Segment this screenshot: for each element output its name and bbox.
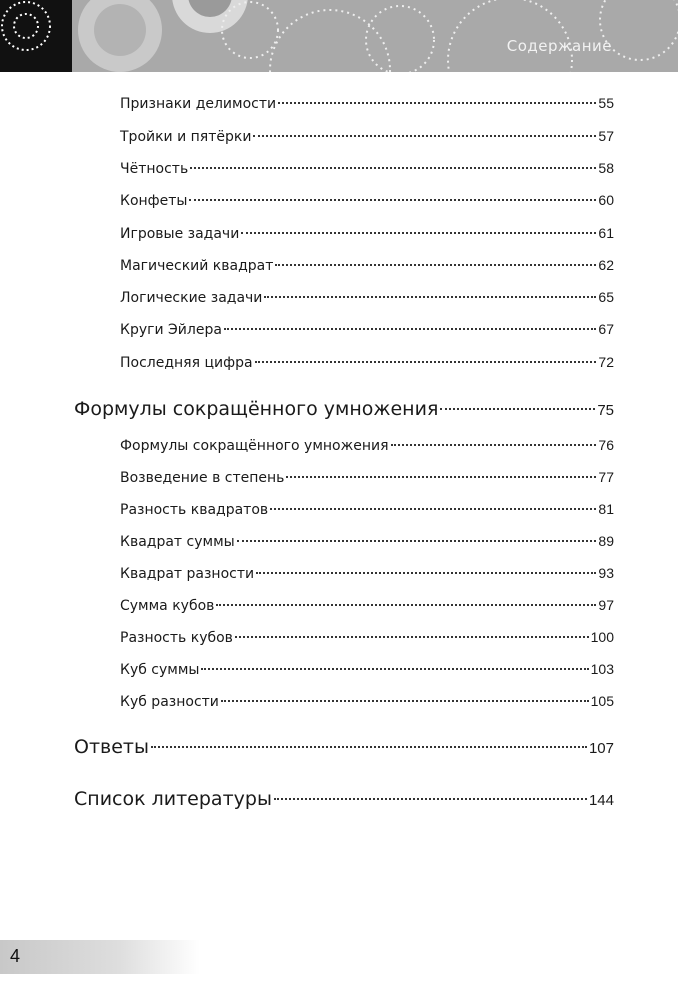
toc-entry-title: Игровые задачи [120,226,240,242]
toc-entry-page: 61 [598,225,614,241]
toc-entry-title: Тройки и пятёрки [120,129,252,145]
toc-entry[interactable] [120,289,614,306]
toc-entry-title: Возведение в степень [120,470,285,486]
dot-leader [440,408,595,410]
dot-leader [235,636,589,638]
toc-entry[interactable] [120,661,614,678]
toc-entry-title: Разность кубов [120,630,233,646]
page-header [0,0,678,72]
toc-entry-page: 81 [598,501,614,517]
dot-leader [275,264,596,266]
toc-entry-page: 97 [598,597,614,613]
toc-entry-page: 100 [590,629,614,645]
toc-entry-title: Разность квадратов [120,502,269,518]
toc-entry[interactable] [120,501,614,518]
toc-entry-title: Конфеты [120,193,188,209]
dot-leader [221,700,589,702]
toc-entry-page: 89 [598,533,614,549]
toc-section-title: Список литературы [74,788,272,810]
toc-section-page: 107 [588,740,614,757]
running-header-title: Содержание [506,37,612,55]
dot-leader [237,540,597,542]
toc-section-heading[interactable] [74,736,614,758]
toc-section-heading[interactable] [74,398,614,420]
toc-entry[interactable] [120,437,614,454]
dot-leader [274,798,587,800]
toc-entry[interactable] [120,565,614,582]
toc-entry[interactable] [120,257,614,274]
toc-section-title: Формулы сокращённого умножения [74,398,439,420]
dot-leader [255,361,597,363]
toc-entry-page: 62 [598,257,614,273]
toc-entry-page: 58 [598,160,614,176]
dot-leader [253,135,596,137]
toc-entry[interactable] [120,160,614,177]
toc-entry-title: Магический квадрат [120,258,274,274]
toc-entry-title: Последняя цифра [120,355,253,371]
toc-entry-page: 55 [598,95,614,111]
toc-entry[interactable] [120,629,614,646]
toc-entry[interactable] [120,533,614,550]
toc-entry[interactable] [120,225,614,242]
toc-entry-title: Логические задачи [120,290,263,306]
dot-leader [264,296,596,298]
toc-entry-title: Куб суммы [120,662,200,678]
toc-entry-page: 57 [598,128,614,144]
decorative-circles-graphic [0,0,678,72]
toc-entry[interactable] [120,128,614,145]
dot-leader [391,444,597,446]
toc-entry[interactable] [120,693,614,710]
toc-entry-page: 76 [598,437,614,453]
toc-entry[interactable] [120,95,614,112]
toc-section-page: 144 [588,792,614,809]
toc-entry-title: Чётность [120,161,189,177]
toc-entry[interactable] [120,597,614,614]
toc-entry-title: Квадрат суммы [120,534,235,550]
dot-leader [278,102,596,104]
toc-entry-page: 72 [598,354,614,370]
toc-entry-title: Куб разности [120,694,219,710]
dot-leader [189,199,596,201]
toc-entry-page: 93 [598,565,614,581]
toc-entry-page: 67 [598,321,614,337]
dot-leader [256,572,596,574]
toc-entry[interactable] [120,354,614,371]
toc-entry-page: 65 [598,289,614,305]
toc-entry-title: Квадрат разности [120,566,255,582]
toc-entry-page: 60 [598,192,614,208]
toc-entry-title: Круги Эйлера [120,322,222,338]
toc-entry-title: Признаки делимости [120,96,277,112]
toc-entry-title: Формулы сокращённого умножения [120,438,389,454]
toc-section-page: 75 [597,402,614,419]
page-footer [0,940,200,974]
toc-entry[interactable] [120,469,614,486]
page-number: 4 [10,946,21,966]
toc-entry[interactable] [120,192,614,209]
dot-leader [286,476,596,478]
dot-leader [241,232,596,234]
dot-leader [151,746,587,748]
toc-entry-page: 105 [590,693,614,709]
toc-section-heading[interactable] [74,788,614,810]
toc-entry-page: 103 [590,661,614,677]
toc-entry-title: Сумма кубов [120,598,215,614]
toc-entry-page: 77 [598,469,614,485]
toc-section-title: Ответы [74,736,149,758]
dot-leader [216,604,596,606]
dot-leader [270,508,596,510]
dot-leader [201,668,588,670]
toc-entry[interactable] [120,321,614,338]
dot-leader [190,167,596,169]
dot-leader [224,328,597,330]
